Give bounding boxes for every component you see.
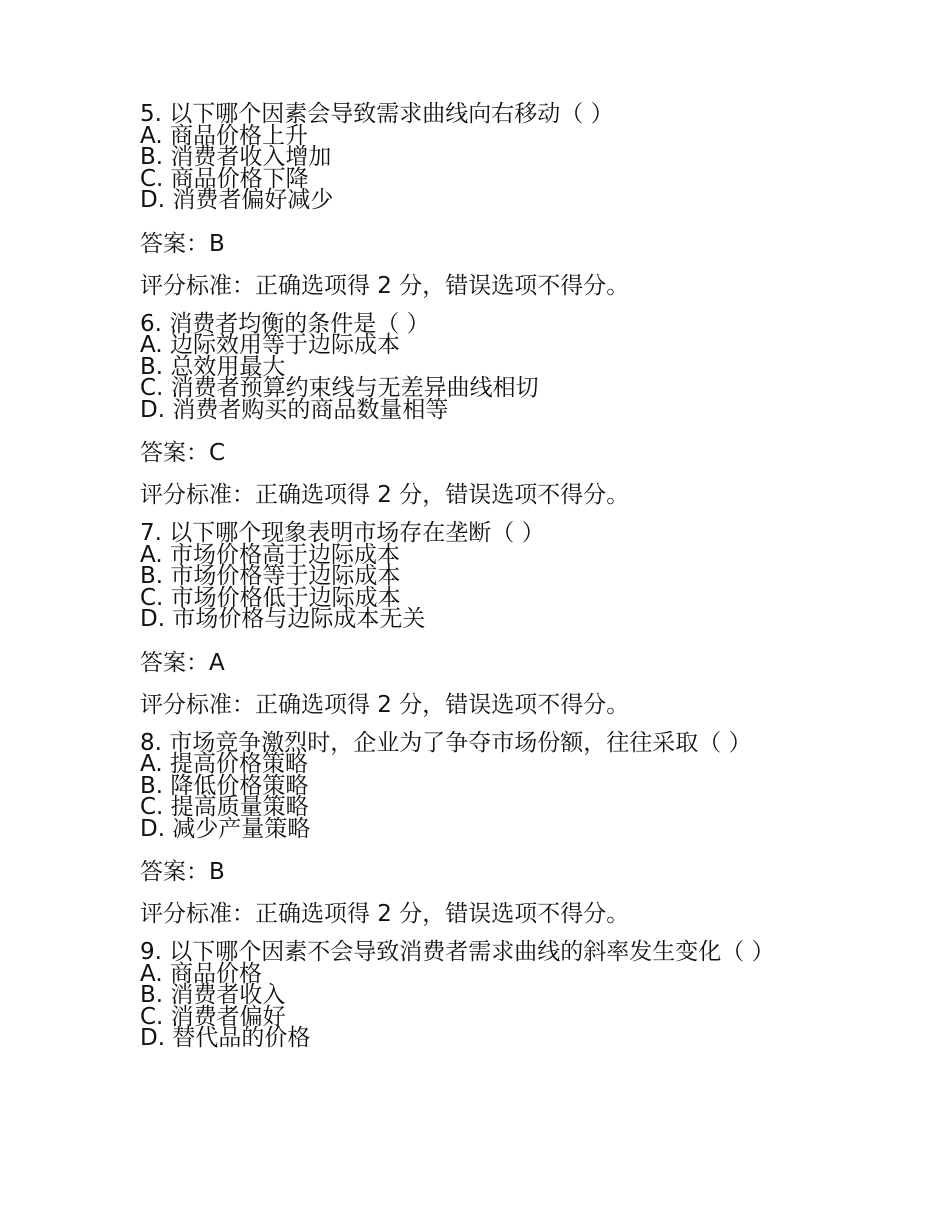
option-a: A. 提高价格策略 (140, 751, 308, 777)
grading-criteria: 评分标准：正确选项得 2 分，错误选项不得分。 (140, 901, 630, 927)
question-7 (140, 520, 820, 719)
option-c: C. 消费者偏好 (140, 1003, 286, 1030)
document-page (140, 101, 820, 1064)
question-text: 5. 以下哪个因素会导致需求曲线向右移动（ ） (140, 101, 614, 127)
option-b: B. 消费者收入增加 (140, 144, 332, 170)
option-c: C. 商品价格下降 (140, 165, 309, 192)
question-9 (140, 939, 820, 1051)
option-b: B. 消费者收入 (140, 982, 286, 1008)
answer-text: 答案：C (140, 440, 226, 466)
grading-criteria: 评分标准：正确选项得 2 分，错误选项不得分。 (140, 272, 630, 299)
option-c: C. 市场价格低于边际成本 (140, 584, 401, 611)
option-d: D. 市场价格与边际成本无关 (140, 606, 426, 632)
question-8 (140, 729, 820, 929)
option-b: B. 降低价格策略 (140, 772, 309, 799)
question-text: 6. 消费者均衡的条件是（ ） (140, 310, 430, 337)
question-text: 7. 以下哪个现象表明市场存在垄断（ ） (140, 520, 545, 546)
option-d: D. 减少产量策略 (140, 815, 311, 842)
option-c: C. 消费者预算约束线与无差异曲线相切 (140, 375, 539, 401)
question-text: 9. 以下哪个因素不会导致消费者需求曲线的斜率发生变化（ ） (140, 939, 775, 965)
option-b: B. 总效用最大 (140, 353, 286, 380)
answer-text: 答案：A (140, 649, 225, 676)
grading-criteria: 评分标准：正确选项得 2 分，错误选项不得分。 (140, 691, 630, 718)
option-a: A. 商品价格上升 (140, 122, 308, 149)
answer-text: 答案：B (140, 859, 225, 885)
question-5 (140, 101, 820, 300)
option-d: D. 替代品的价格 (140, 1025, 311, 1051)
option-a: A. 边际效用等于边际成本 (140, 332, 400, 358)
option-b: B. 市场价格等于边际成本 (140, 563, 401, 589)
option-d: D. 消费者偏好减少 (140, 187, 334, 213)
option-d: D. 消费者购买的商品数量相等 (140, 396, 449, 423)
option-c: C. 提高质量策略 (140, 794, 309, 820)
question-6 (140, 310, 820, 510)
grading-criteria: 评分标准：正确选项得 2 分，错误选项不得分。 (140, 482, 630, 508)
question-text: 8. 市场竞争激烈时，企业为了争夺市场份额，往往采取（ ） (140, 729, 752, 756)
option-a: A. 市场价格高于边际成本 (140, 541, 400, 568)
option-a: A. 商品价格 (140, 960, 262, 987)
answer-text: 答案：B (140, 230, 225, 257)
